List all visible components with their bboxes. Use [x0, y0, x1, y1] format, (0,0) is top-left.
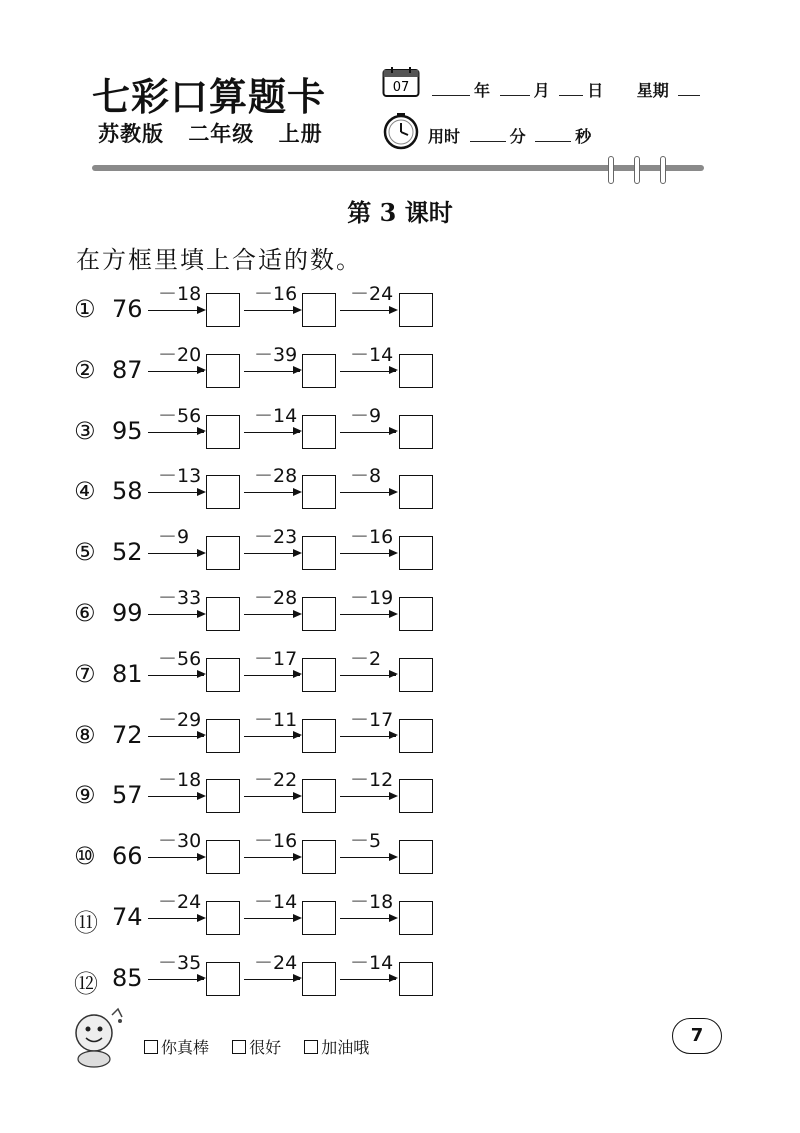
start-number: 76	[112, 295, 143, 323]
answer-box[interactable]	[206, 415, 240, 449]
answer-box[interactable]	[302, 536, 336, 570]
arrow-icon	[148, 796, 204, 797]
time-line	[428, 124, 591, 147]
operation-label: －13	[158, 465, 202, 488]
answer-box[interactable]	[399, 536, 433, 570]
operation-label: －16	[254, 283, 298, 305]
operation-label: －39	[254, 343, 298, 366]
arrow-icon	[148, 736, 204, 737]
operation-label: －14	[254, 404, 298, 427]
answer-box[interactable]	[399, 658, 433, 692]
arrow-icon	[244, 432, 300, 433]
minutes-blank[interactable]	[470, 127, 506, 142]
year-label: 年	[474, 81, 491, 100]
arrow-icon	[244, 918, 300, 919]
problem-index: ⑧	[74, 720, 96, 749]
edition-line	[98, 118, 339, 148]
operation-label: －24	[350, 283, 394, 305]
problem-index: ⑫	[74, 969, 98, 998]
answer-box[interactable]	[206, 719, 240, 753]
operation-label: －23	[254, 526, 298, 549]
answer-box[interactable]	[302, 719, 336, 753]
operation-label: －28	[254, 587, 298, 609]
arrow-icon	[148, 310, 204, 311]
calendar-day: 07	[392, 80, 410, 95]
problem-index: ⑥	[74, 599, 96, 627]
arrow-icon	[148, 371, 204, 372]
operation-label: －14	[350, 951, 394, 974]
arrow-icon	[244, 979, 300, 980]
weekday-blank[interactable]	[678, 81, 700, 96]
arrow-icon	[340, 371, 396, 372]
binding-ring	[660, 156, 666, 184]
operation-label: －16	[350, 526, 394, 549]
problem-index: ④	[74, 477, 96, 506]
operation-label: －19	[350, 587, 394, 609]
answer-box[interactable]	[302, 597, 336, 631]
month-label: 月	[533, 81, 550, 100]
arrow-icon	[148, 492, 204, 493]
operation-label: －11	[254, 708, 298, 731]
operation-label: －2	[350, 647, 382, 670]
clock-icon	[382, 112, 420, 150]
arrow-icon	[148, 614, 204, 615]
arrow-icon	[244, 736, 300, 737]
page-number: 7	[672, 1018, 722, 1054]
calendar-icon	[382, 66, 420, 98]
seconds-label: 秒	[575, 127, 592, 146]
edition-grade: 二年级	[188, 122, 255, 146]
answer-box[interactable]	[206, 962, 240, 996]
problem-index: ③	[74, 416, 96, 445]
operation-label: －5	[350, 830, 382, 853]
operation-label: －18	[350, 891, 394, 913]
problem-index: ⑨	[74, 781, 96, 810]
operation-label: －22	[254, 769, 298, 792]
answer-box[interactable]	[206, 354, 240, 388]
rating-option-good[interactable]	[232, 1038, 281, 1057]
arrow-icon	[148, 918, 204, 919]
answer-box[interactable]	[399, 779, 433, 813]
start-number: 87	[112, 355, 143, 384]
operation-label: －12	[350, 769, 394, 792]
arrow-icon	[148, 857, 204, 858]
arrow-icon	[244, 371, 300, 372]
answer-box[interactable]	[399, 840, 433, 874]
answer-box[interactable]	[302, 962, 336, 996]
operation-label: －14	[254, 891, 298, 913]
operation-label: －20	[158, 343, 202, 366]
seconds-blank[interactable]	[535, 127, 571, 142]
start-number: 95	[112, 416, 143, 445]
answer-box[interactable]	[302, 415, 336, 449]
arrow-icon	[340, 553, 396, 554]
operation-label: －28	[254, 465, 298, 488]
answer-box[interactable]	[206, 779, 240, 813]
rating-label: 你真棒	[161, 1038, 210, 1057]
answer-box[interactable]	[206, 840, 240, 874]
arrow-icon	[148, 553, 204, 554]
operation-label: －24	[254, 951, 298, 974]
operation-label: －17	[254, 647, 298, 670]
binding-ring	[634, 156, 640, 184]
arrow-icon	[340, 310, 396, 311]
answer-box[interactable]	[399, 719, 433, 753]
rating-label: 加油哦	[321, 1038, 370, 1057]
answer-box[interactable]	[399, 597, 433, 631]
month-blank[interactable]	[500, 81, 530, 96]
operation-label: －56	[158, 647, 202, 670]
operation-label: －35	[158, 951, 202, 974]
minutes-label: 分	[509, 127, 526, 146]
start-number: 52	[112, 538, 143, 567]
arrow-icon	[148, 675, 204, 676]
arrow-icon	[244, 492, 300, 493]
instruction: 在方框里填上合适的数。	[76, 246, 362, 274]
answer-box[interactable]	[302, 354, 336, 388]
operation-label: －14	[350, 343, 394, 366]
checkbox-icon[interactable]	[144, 1040, 158, 1054]
arrow-icon	[244, 857, 300, 858]
answer-box[interactable]	[302, 658, 336, 692]
answer-box[interactable]	[302, 293, 336, 327]
start-number: 85	[112, 963, 143, 992]
start-number: 57	[112, 781, 143, 810]
answer-box[interactable]	[399, 415, 433, 449]
time-prefix: 用时	[428, 127, 461, 146]
start-number: 74	[112, 903, 143, 931]
start-number: 66	[112, 842, 143, 871]
arrow-icon	[244, 796, 300, 797]
operation-label: －18	[158, 769, 202, 792]
arrow-icon	[340, 736, 396, 737]
problem-index: ⑦	[74, 659, 96, 688]
answer-box[interactable]	[206, 475, 240, 509]
answer-box[interactable]	[399, 293, 433, 327]
rating-option-great[interactable]	[144, 1038, 209, 1057]
arrow-icon	[340, 979, 396, 980]
arrow-icon	[340, 432, 396, 433]
self-rating	[144, 1035, 387, 1058]
lesson-title: 第 3 课时	[347, 198, 453, 227]
answer-box[interactable]	[302, 475, 336, 509]
arrow-icon	[340, 614, 396, 615]
operation-label: －30	[158, 830, 202, 853]
problem-index: ②	[74, 355, 96, 384]
operation-label: －17	[350, 708, 394, 731]
operation-label: －8	[350, 465, 382, 488]
start-number: 81	[112, 659, 143, 688]
date-line	[428, 78, 704, 101]
arrow-icon	[340, 918, 396, 919]
problem-index: ⑪	[74, 909, 98, 937]
answer-box[interactable]	[206, 536, 240, 570]
answer-box[interactable]	[399, 354, 433, 388]
arrow-icon	[244, 614, 300, 615]
arrow-icon	[244, 310, 300, 311]
arrow-icon	[340, 796, 396, 797]
operation-label: －56	[158, 404, 202, 427]
brand-title: 七彩口算题卡	[92, 74, 327, 119]
answer-box[interactable]	[206, 658, 240, 692]
arrow-icon	[340, 857, 396, 858]
day-blank[interactable]	[559, 81, 583, 96]
arrow-icon	[244, 675, 300, 676]
answer-box[interactable]	[399, 901, 433, 935]
operation-label: －33	[158, 587, 202, 609]
problem-index: ⑩	[74, 842, 96, 871]
answer-box[interactable]	[206, 597, 240, 631]
operation-label: －24	[158, 891, 202, 913]
problem-index: ⑤	[74, 538, 96, 567]
arrow-icon	[340, 492, 396, 493]
edition-publisher: 苏教版	[98, 122, 164, 146]
arrow-icon	[340, 675, 396, 676]
day-label: 日	[587, 81, 604, 100]
rating-option-keep-going[interactable]	[304, 1038, 369, 1057]
arrow-icon	[148, 979, 204, 980]
operation-label: －9	[158, 526, 190, 549]
answer-box[interactable]	[302, 901, 336, 935]
problem-index: ①	[74, 295, 96, 323]
answer-box[interactable]	[206, 901, 240, 935]
checkbox-icon[interactable]	[232, 1040, 246, 1054]
start-number: 72	[112, 720, 143, 749]
start-number: 58	[112, 477, 143, 506]
year-blank[interactable]	[432, 81, 470, 96]
operation-label: －29	[158, 708, 202, 731]
arrow-icon	[148, 432, 204, 433]
arrow-icon	[244, 553, 300, 554]
operation-label: －16	[254, 830, 298, 853]
checkbox-icon[interactable]	[304, 1040, 318, 1054]
rating-label: 很好	[249, 1038, 282, 1057]
answer-box[interactable]	[302, 779, 336, 813]
operation-label: －18	[158, 283, 202, 305]
edition-volume: 上册	[278, 122, 323, 146]
answer-box[interactable]	[399, 475, 433, 509]
binding-ring	[608, 156, 614, 184]
answer-box[interactable]	[206, 293, 240, 327]
answer-box[interactable]	[399, 962, 433, 996]
mascot-icon	[64, 1005, 130, 1071]
weekday-label: 星期	[636, 81, 669, 100]
start-number: 99	[112, 599, 143, 627]
answer-box[interactable]	[302, 840, 336, 874]
operation-label: －9	[350, 404, 382, 427]
